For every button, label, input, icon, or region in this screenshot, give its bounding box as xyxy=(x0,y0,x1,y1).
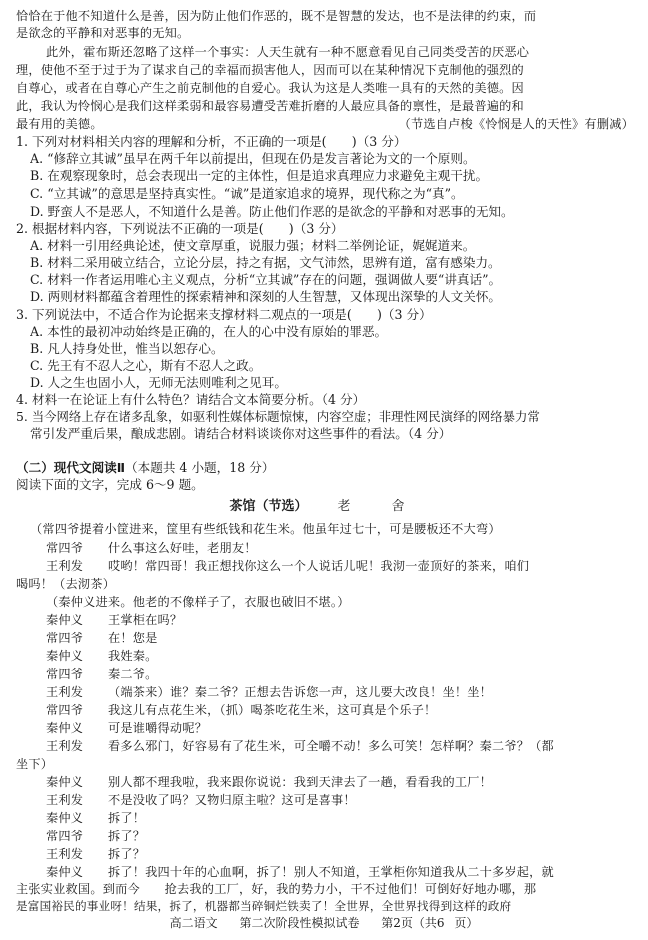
speaker: 秦仲义 xyxy=(46,775,84,789)
question-1-option-d: D. 野蛮人不是恶人，不知道什么是善。防止他们作恶的是欲念的平静和对恶事的无知。 xyxy=(30,204,514,219)
passage-line: 恰恰在于他不知道什么是善，因为防止他们作恶的，既不是智慧的发达，也不是法律的约束，而 xyxy=(16,9,537,23)
section-heading xyxy=(16,459,636,476)
dialogue-text: 不是没收了吗？又物归原主啦？这可是喜事！ xyxy=(108,793,356,807)
title-text: 茶馆（节选） xyxy=(229,499,308,514)
speaker: 常四爷 xyxy=(46,541,84,555)
speaker: 王利发 xyxy=(46,559,84,573)
speaker: 秦仲义 xyxy=(46,811,84,825)
question-5-stem-cont: 常引发严重后果，酿成悲剧。请结合材料谈谈你对这些事件的看法。（4 分） xyxy=(30,426,452,441)
section-title: （二）现代文阅读Ⅱ xyxy=(16,460,126,475)
speaker: 常四爷 xyxy=(46,631,84,645)
dialogue-line xyxy=(46,792,636,809)
speaker: 秦仲义 xyxy=(46,721,84,735)
dialogue-text: 拆了！ xyxy=(108,811,146,825)
speaker: 秦仲义 xyxy=(46,865,84,879)
dialogue-text: （端茶来）谁？秦二爷？正想去告诉您一声，这儿要大改良！坐！坐！ xyxy=(108,685,493,699)
dialogue-line xyxy=(46,774,636,791)
dialogue-line xyxy=(46,828,636,845)
footer-subject: 高二语文 xyxy=(169,916,218,930)
passage-line: 是欲念的平静和对恶事的无知。 xyxy=(16,26,190,40)
stage-direction: （秦仲义进来。他老的不像样子了，衣服也破旧不堪。） xyxy=(46,595,350,609)
question-1-option-b: B. 在观察现象时，总会表现出一定的主体性，但是追求真理应力求避免主观干扰。 xyxy=(30,168,489,183)
author: 老 舍 xyxy=(337,499,419,514)
section-instruction: 阅读下面的文字，完成 6～9 题。 xyxy=(16,477,204,492)
question-5-stem: 5. 当今网络上存在诸多乱象，如驱利性媒体标题惊悚，内容空虚；非理性网民演绎的网络暴力常 xyxy=(16,409,540,424)
passage-line: 此，我认为怜悯心是我们这样柔弱和最容易遭受苦难折磨的人最应具备的禀性，是最普遍的和 xyxy=(16,99,524,113)
speaker: 常四爷 xyxy=(46,667,84,681)
dialogue-line xyxy=(46,702,636,719)
passage-line: 最有用的美德。 xyxy=(16,117,103,131)
stage-direction: （常四爷提着小筐进来，筐里有些纸钱和花生米。他虽年过七十，可是腰板还不大弯） xyxy=(30,522,501,536)
dialogue-line xyxy=(46,648,636,665)
question-3-option-d: D. 人之生也固小人，无师无法则唯利之见耳。 xyxy=(30,375,287,390)
source-citation: （节选自卢梭《怜悯是人的天性》有删减） xyxy=(398,117,634,131)
question-2-option-a: A. 材料一引用经典论述，使文章厚重，说服力强；材料二举例论证，娓娓道来。 xyxy=(30,238,476,253)
passage-title xyxy=(0,495,648,514)
footer-exam: 第二次阶段性模拟试卷 xyxy=(239,916,360,930)
speaker: 王利发 xyxy=(46,847,84,861)
dialogue-text: 可是谁嚼得动呢？ xyxy=(108,721,208,735)
dialogue-line xyxy=(46,684,636,701)
dialogue-cont: 喝吗！（去沏茶） xyxy=(16,577,116,591)
dialogue-text: 看多么邪门，好容易有了花生米，可全嚼不动！多么可笑！怎样啊？秦二爷？（都 xyxy=(108,739,554,753)
speaker: 王利发 xyxy=(46,685,84,699)
dialogue-line xyxy=(46,846,636,863)
dialogue-line xyxy=(46,810,636,827)
question-3-option-a: A. 本性的最初冲动始终是正确的，在人的心中没有原始的罪恶。 xyxy=(30,324,388,339)
speaker: 王利发 xyxy=(46,739,84,753)
dialogue-line xyxy=(46,630,636,647)
footer-page-number: 第2页（共6 页） xyxy=(381,916,479,930)
dialogue-line xyxy=(46,558,636,575)
question-1-option-c: C. “立其诚”的意思是坚持真实性。“诚”是道家追求的境界，现代称之为“真”。 xyxy=(30,186,464,201)
dialogue-text: 秦二爷。 xyxy=(108,667,158,681)
dialogue-line xyxy=(46,720,636,737)
question-2-option-c: C. 材料一作者运用唯心主义观点，分析“立其诚”存在的问题，强调做人要“讲真话”。 xyxy=(30,272,502,287)
dialogue-text: 我这儿有点花生米，（抓）喝茶吃花生米，这可真是个乐子！ xyxy=(108,703,437,717)
speaker: 王利发 xyxy=(46,793,84,807)
dialogue-text: 别人都不理我啦，我来跟你说说：我到天津去了一趟，看看我的工厂！ xyxy=(108,775,493,789)
question-4-stem: 4. 材料一在论证上有什么特色？请结合文本简要分析。（4 分） xyxy=(16,392,366,407)
dialogue-text: 王掌柜在吗？ xyxy=(108,613,183,627)
dialogue-text: 在！您是 xyxy=(108,631,158,645)
speaker: 秦仲义 xyxy=(46,613,84,627)
passage-line: 自尊心，或者在自尊心产生之前克制他的自爱心。我认为这是人类唯一具有的天然的美德。因 xyxy=(16,81,524,95)
dialogue-line xyxy=(46,738,636,755)
question-2-option-b: B. 材料二采用破立结合，立论分层，持之有据，文气沛然，思辨有道，富有感染力。 xyxy=(30,255,501,270)
question-1-option-a: A. “修辞立其诚”虽早在两千年以前提出，但现在仍是发言著论为文的一个原则。 xyxy=(30,151,476,166)
dialogue-cont: 坐下） xyxy=(16,757,54,771)
question-3-stem: 3. 下列说法中，不适合作为论据来支撑材料二观点的一项是( )（3 分） xyxy=(16,307,432,322)
dialogue-line xyxy=(46,612,636,629)
dialogue-line xyxy=(46,864,636,881)
question-3-option-b: B. 凡人持身处世，惟当以恕存心。 xyxy=(30,341,224,356)
question-3-option-c: C. 先王有不忍人之心，斯有不忍人之政。 xyxy=(30,358,262,373)
dialogue-line xyxy=(46,666,636,683)
dialogue-text: 什么事这么好哇，老朋友！ xyxy=(108,541,257,555)
dialogue-text: 我姓秦。 xyxy=(108,649,158,663)
dialogue-cont: 是富国裕民的事业呀！结果，拆了，机器都当碎铜烂铁卖了！全世界，全世界找得到这样的政府 xyxy=(16,899,512,913)
section-note: （本题共 4 小题，18 分） xyxy=(125,460,275,475)
dialogue-line xyxy=(46,540,636,557)
dialogue-text: 拆了！我四十年的心血啊，拆了！别人不知道，王掌柜你知道我从二十多岁起，就 xyxy=(108,865,554,879)
dialogue-cont: 主张实业救国。到而今 抢去我的工厂，好，我的势力小，干不过他们！可倒好好地办哪，那 xyxy=(16,882,537,896)
speaker: 常四爷 xyxy=(46,703,84,717)
passage-line: 理，使他不至于过于为了谋求自己的幸福而损害他人，因而可以在某种情况下克制他的强烈的 xyxy=(16,63,524,77)
speaker: 秦仲义 xyxy=(46,649,84,663)
page-footer xyxy=(0,914,648,931)
question-2-stem: 2. 根据材料内容，下列说法不正确的一项是( )（3 分） xyxy=(16,221,344,236)
passage-line: 此外，霍布斯还忽略了这样一个事实：人天生就有一种不愿意看见自己同类受苦的厌恶心 xyxy=(46,45,530,59)
dialogue-text: 哎哟！常四哥！我正想找你这么一个人说话儿呢！我沏一壶顶好的茶来，咱们 xyxy=(108,559,530,573)
dialogue-text: 拆了？ xyxy=(108,847,146,861)
question-1-stem: 1. 下列对材料相关内容的理解和分析，不正确的一项是( )（3 分） xyxy=(16,134,407,149)
speaker: 常四爷 xyxy=(46,829,84,843)
dialogue-text: 拆了？ xyxy=(108,829,146,843)
question-2-option-d: D. 两则材料都蕴含着理性的探索精神和深刻的人生智慧，又体现出深挚的人文关怀。 xyxy=(30,289,502,304)
